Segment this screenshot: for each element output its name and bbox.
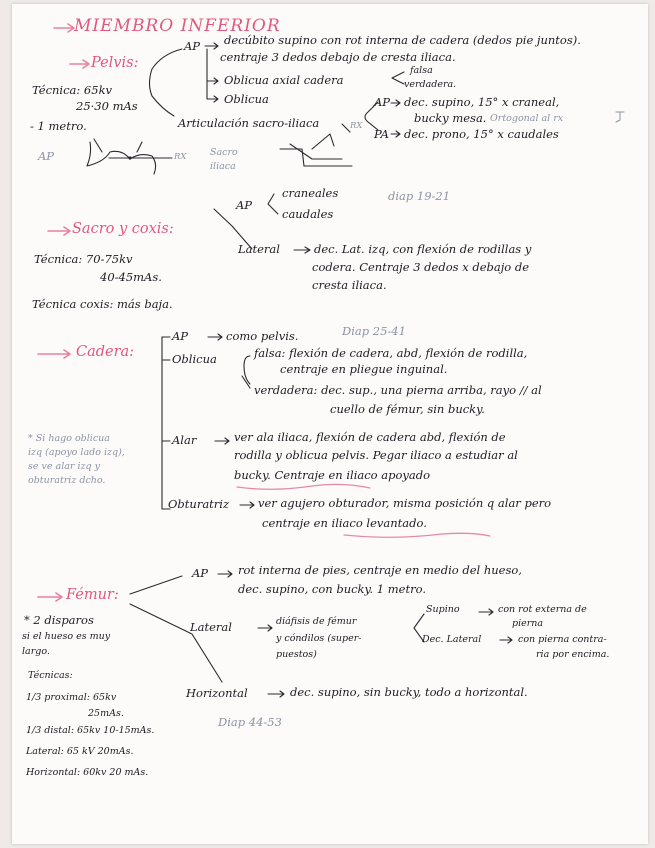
pelvis-ap-line2: centraje 3 dedos debajo de cresta iliaca. — [220, 50, 456, 64]
cadera-alar-line1: ver ala iliaca, flexión de cadera abd, flexión de — [234, 430, 506, 444]
femur-diap: Diap 44-53 — [218, 715, 282, 729]
cadera-note4: obturatriz dcho. — [28, 475, 106, 486]
ortogonal-note: Ortogonal al rx — [490, 113, 564, 124]
pelvis-oblicua: Oblicua — [224, 92, 269, 106]
cadera-falsa-line1: falsa: flexión de cadera, abd, flexión de rodilla, — [254, 346, 528, 360]
femur-lateral: Lateral — [190, 620, 232, 634]
femur-ap-line1: rot interna de pies, centraje en medio del hueso, — [238, 563, 522, 577]
femur-heading: Fémur: — [66, 587, 119, 603]
page-title: MIEMBRO INFERIOR — [74, 16, 281, 36]
sacro-lateral: Lateral — [238, 242, 280, 256]
femur-t2: 1/3 distal: 65kv 10-15mAs. — [26, 725, 155, 736]
sketch-iliaca-label: iliaca — [210, 161, 236, 172]
cadera-alar: Alar — [172, 433, 197, 447]
cadera-diap: Diap 25-41 — [342, 324, 406, 338]
pelvis-ap-line1: decúbito supino con rot interna de cadera (dedos pie juntos). — [224, 33, 581, 47]
sacro-craneales: craneales — [282, 186, 339, 200]
sacro-lateral-line3: cresta iliaca. — [312, 278, 387, 292]
cadera-oblicua: Oblicua — [172, 352, 217, 366]
cadera-alar-line2: rodilla y oblicua pelvis. Pegar iliaco a estudiar al — [234, 448, 518, 462]
femur-diafisis3: puestos) — [276, 649, 317, 660]
ap-arrow-icon — [205, 43, 218, 49]
femur-t1: 1/3 proximal: 65kv — [26, 692, 117, 703]
femur-tecnicas: Técnicas: — [28, 670, 73, 681]
sacro-diap: diap 19-21 — [388, 189, 451, 203]
pelvis-arrow-icon — [70, 60, 89, 68]
cadera-verdadera-line2: cuello de fémur, sin bucky. — [330, 402, 485, 416]
femur-horizontal: Horizontal — [186, 686, 248, 700]
pelvis-technique: Técnica: 65kv — [32, 83, 113, 97]
sacro-mas: 40-45mAs. — [100, 270, 162, 284]
sacroiliaca-pa: PA — [374, 127, 389, 141]
femur-horizontal-detail: dec. supino, sin bucky, todo a horizontal. — [290, 685, 528, 699]
femur-declat: Dec. Lateral — [422, 634, 482, 645]
cadera-ap: AP — [172, 329, 189, 343]
cadera-note1: * Si hago oblicua — [28, 433, 110, 444]
sacro-lateral-line1: dec. Lat. izq, con flexión de rodillas y — [314, 242, 532, 256]
femur-ap-line2: dec. supino, con bucky. 1 metro. — [238, 582, 426, 596]
cadera-falsa-line2: centraje en pliegue inguinal. — [280, 362, 448, 376]
cadera-ap-detail: como pelvis. — [226, 329, 299, 343]
femur-diafisis2: y cóndilos (super- — [276, 633, 362, 644]
cadera-note3: se ve alar izq y — [28, 461, 100, 472]
femur-t3: Lateral: 65 kV 20mAs. — [26, 746, 134, 757]
femur-t4: Horizontal: 60kv 20 mAs. — [26, 767, 149, 778]
cadera-arrow-icon — [38, 350, 70, 358]
cadera-obt-line1: ver agujero obturador, misma posición q alar pero — [258, 496, 552, 510]
femur-note3: largo. — [22, 646, 50, 657]
sacro-lateral-line2: codera. Centraje 3 dedos x debajo de — [312, 260, 530, 274]
sacro-ap: AP — [236, 198, 253, 212]
sacro-caudales: caudales — [282, 207, 334, 221]
cadera-note2: izq (apoyo lado izq), — [28, 447, 125, 458]
femur-supino-detail: con rot externa de — [498, 604, 587, 615]
pelvis-brace — [150, 49, 183, 116]
cadera-verdadera-line1: verdadera: dec. sup., una pierna arriba, rayo // al — [254, 383, 542, 397]
cadera-heading: Cadera: — [76, 344, 135, 360]
sacro-technique: Técnica: 70-75kv — [34, 252, 133, 266]
cadera-obt-line2: centraje en iliaco levantado. — [262, 516, 427, 530]
sacroiliaca-ap-detail: dec. supino, 15° x craneal, — [404, 95, 560, 109]
sketch-rx-label: RX — [174, 152, 187, 162]
coxis-technique: Técnica coxis: más baja. — [32, 297, 173, 311]
sacroiliaca-ap: AP — [374, 95, 391, 109]
femur-t1b: 25mAs. — [88, 708, 124, 719]
sacroiliaca-pa-detail: dec. prono, 15° x caudales — [404, 127, 559, 141]
pelvis-mas: 25·30 mAs — [76, 99, 138, 113]
cadera-alar-line3: bucky. Centraje en iliaco apoyado — [234, 468, 431, 482]
pelvis-sacroiliaca: Articulación sacro-iliaca — [178, 116, 320, 130]
title-arrow-icon — [54, 24, 74, 32]
pelvis-verdadera: verdadera. — [404, 79, 457, 90]
sacro-arrow-icon — [48, 227, 70, 235]
femur-note1: * 2 disparos — [24, 613, 94, 627]
sketch-sacro-label: Sacro — [210, 147, 238, 158]
pelvis-ap-label: AP — [184, 39, 201, 53]
sketch-rx2-label: RX — [350, 121, 363, 131]
cadera-obturatriz: Obturatriz — [168, 497, 230, 511]
underline-iliaco-apoyado — [237, 484, 370, 489]
femur-note2: si el hueso es muy — [22, 631, 111, 642]
femur-diafisis1: diáfisis de fémur — [276, 616, 357, 627]
pelvis-oblicua-axial: Oblicua axial cadera — [224, 73, 344, 87]
underline-iliaco-levantado — [344, 533, 490, 537]
sketch-ap-label: AP — [38, 149, 55, 163]
pelvis-heading: Pelvis: — [91, 55, 139, 71]
pelvis-falsa: falsa — [410, 65, 433, 76]
femur-declat-detail: con pierna contra- — [518, 634, 607, 645]
sacro-heading: Sacro y coxis: — [72, 221, 174, 237]
femur-arrow-icon — [38, 593, 62, 601]
notebook-page — [12, 4, 648, 844]
femur-supino: Supino — [426, 604, 460, 615]
femur-supino-detail2: pierna — [512, 618, 544, 629]
femur-declat-detail2: ria por encima. — [536, 649, 610, 660]
pelvis-distance: - 1 metro. — [30, 119, 87, 133]
sacroiliaca-ap-detail2: bucky mesa. — [414, 111, 487, 125]
sacroiliac-sketch — [280, 134, 352, 166]
femur-ap: AP — [192, 566, 209, 580]
